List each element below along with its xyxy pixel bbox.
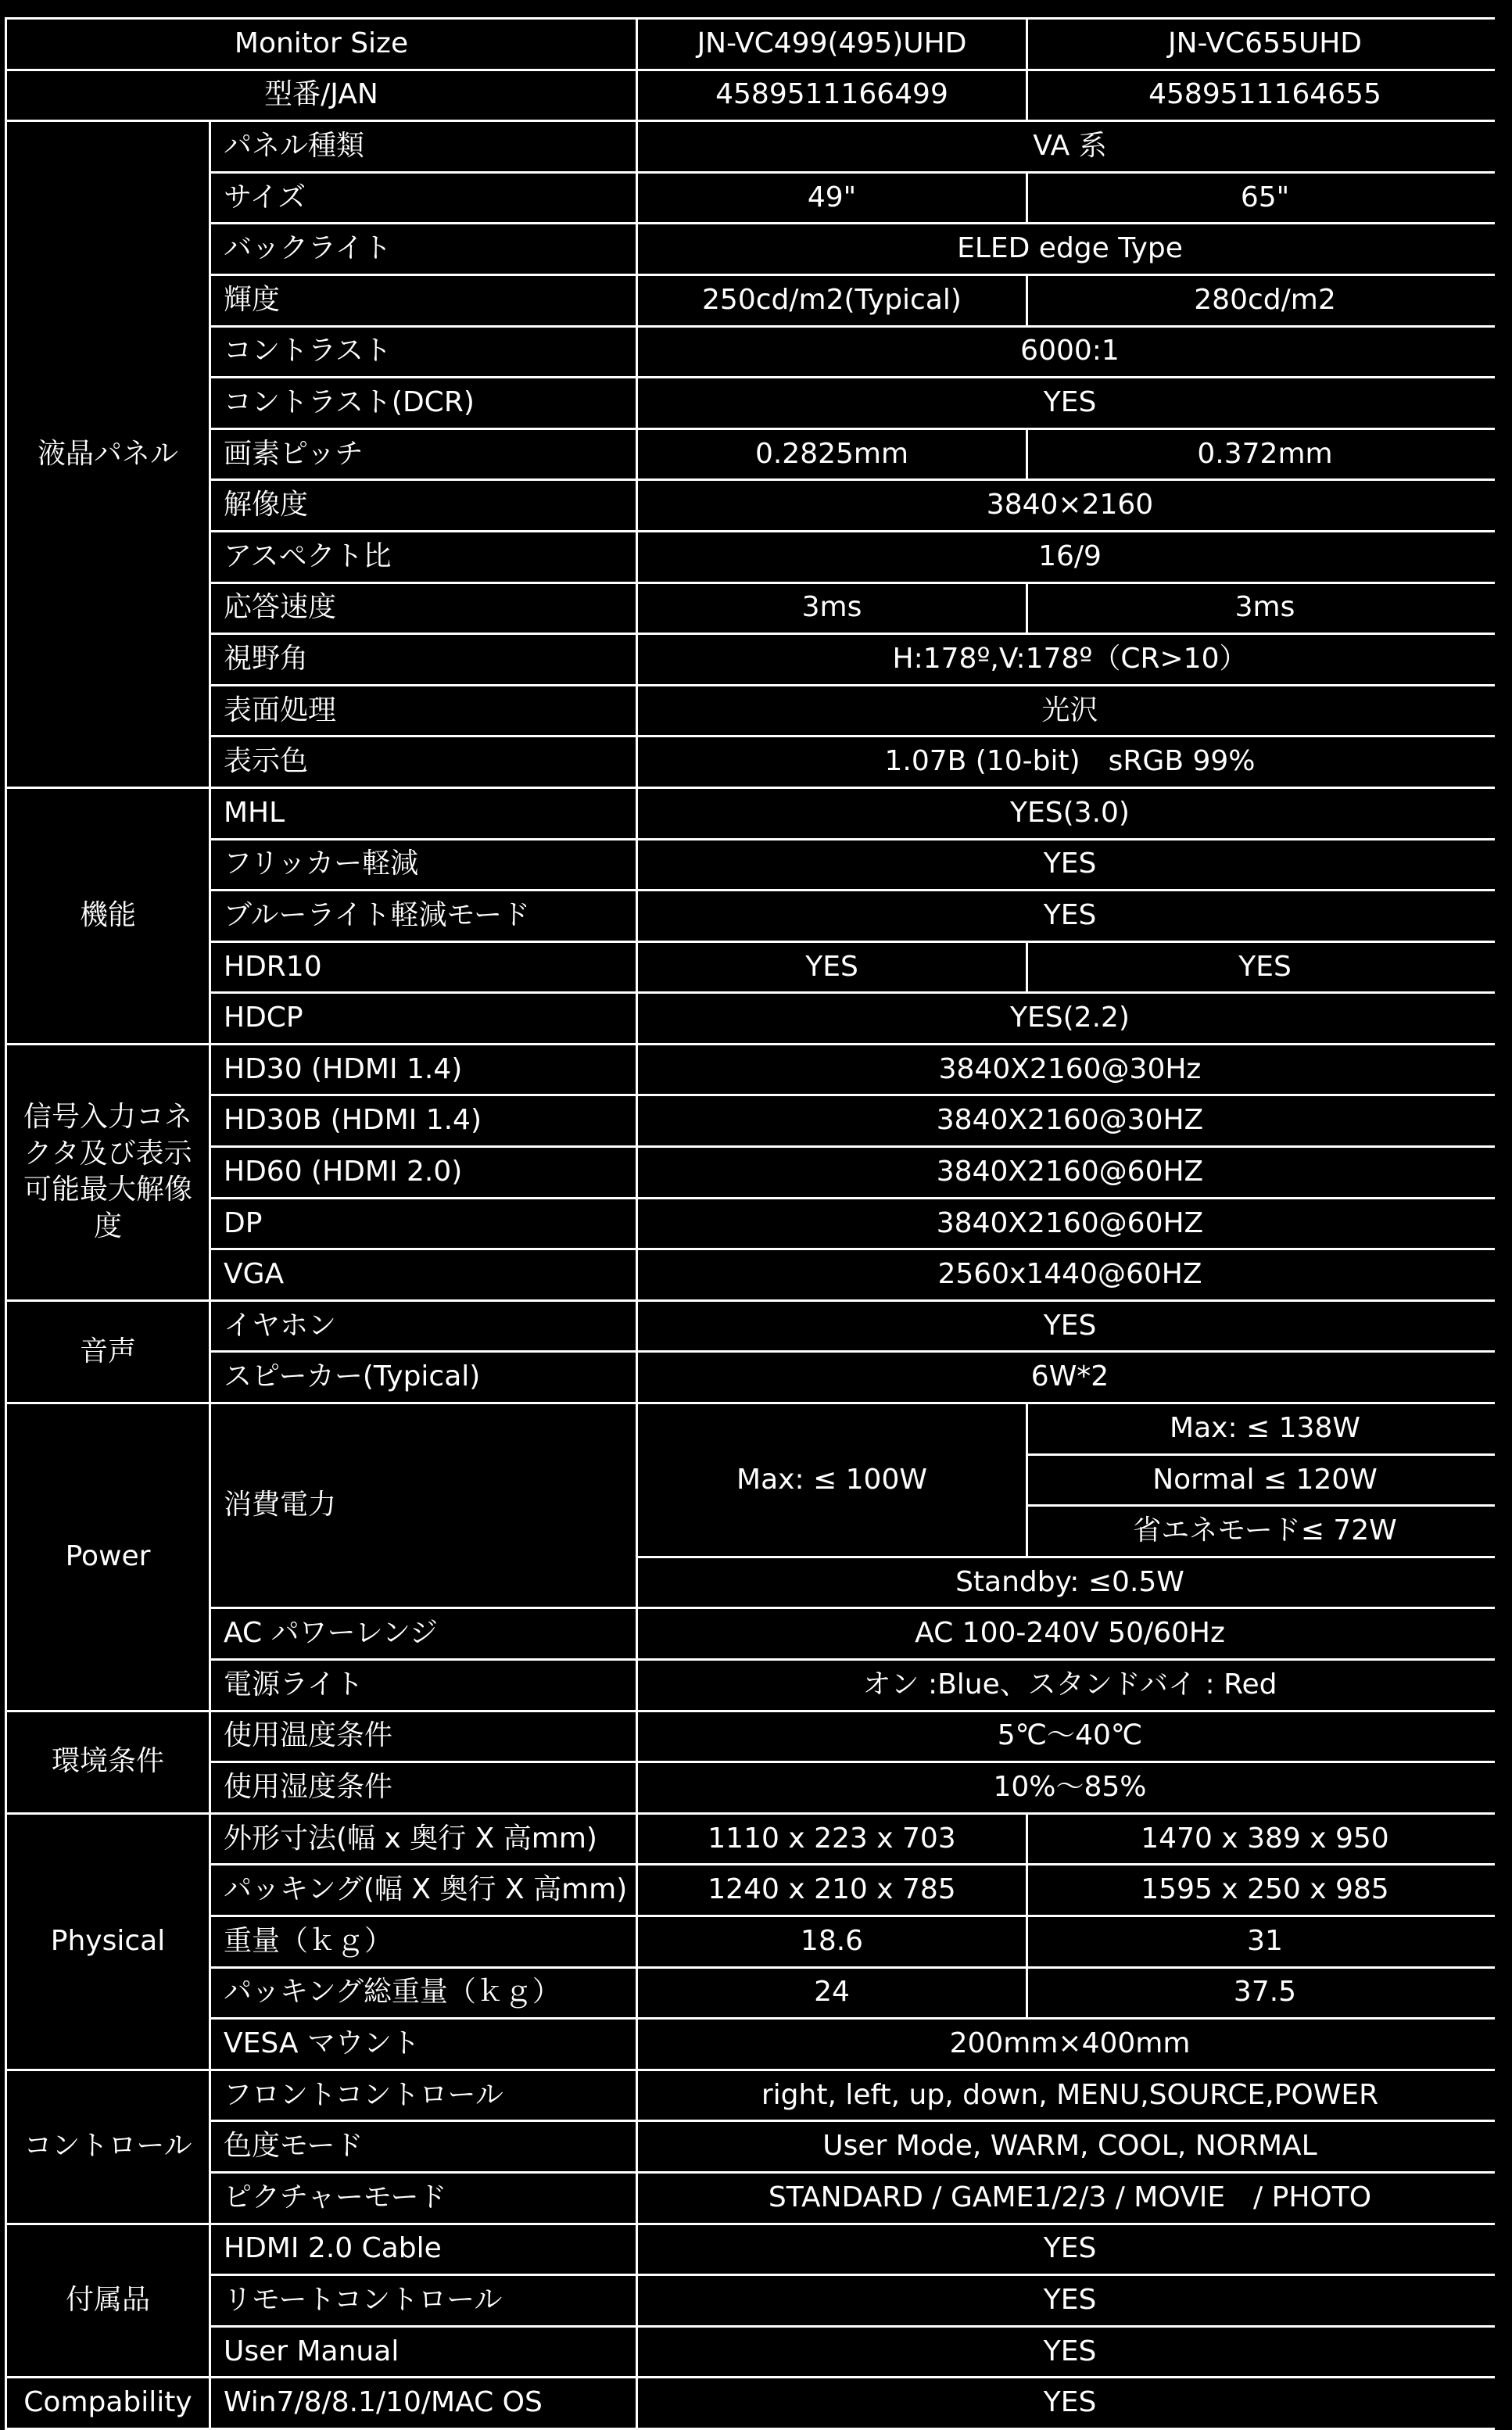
category-function: 機能 [7,789,209,1043]
row-label: リモートコントロール [211,2276,636,2325]
row-label: 画素ピッチ [211,430,636,479]
row-label: Win7/8/8.1/10/MAC OS [211,2378,636,2428]
row-value: YES [638,378,1502,428]
row-value: 3840X2160@60HZ [638,1148,1502,1197]
row-value: YES [638,2276,1502,2325]
row-value: YES [638,1302,1502,1351]
row-label: スピーカー(Typical) [211,1353,636,1402]
header-monitor-size: Monitor Size [7,20,636,69]
row-label: 外形寸法(幅 x 奥行 X 高mm) [211,1815,636,1864]
row-value: YES(3.0) [638,789,1502,838]
row-value: 16/9 [638,532,1502,582]
row-value: right, left, up, down, MENU,SOURCE,POWER [638,2071,1502,2120]
row-value: YES [638,2328,1502,2377]
row-value-b: 3ms [1028,584,1502,633]
row-label: DP [211,1199,636,1249]
row-label: MHL [211,789,636,838]
row-label: VGA [211,1250,636,1299]
row-label: コントラスト(DCR) [211,378,636,428]
row-label: アスペクト比 [211,532,636,582]
row-value: YES [638,2225,1502,2274]
spec-table [5,17,1495,2430]
row-label: HD60 (HDMI 2.0) [211,1148,636,1197]
row-value: 3840×2160 [638,481,1502,530]
row-label: 使用温度条件 [211,1712,636,1762]
jan-b: 4589511164655 [1028,71,1502,120]
row-value: 1.07B (10-bit) sRGB 99% [638,737,1502,787]
category-signal: 信号入力コネクタ及び表示可能最大解像度 [7,1045,209,1299]
power-eco-b: 省エネモード≤ 72W [1028,1507,1502,1556]
row-label: HDCP [211,994,636,1043]
row-value-b: 1470 x 389 x 950 [1028,1815,1502,1864]
row-value-b: 37.5 [1028,1969,1502,2018]
power-normal-b: Normal ≤ 120W [1028,1456,1502,1505]
row-value-a: 3ms [638,584,1026,633]
row-value: H:178º,V:178º（CR>10） [638,635,1502,684]
row-value: YES [638,891,1502,941]
jan-a: 4589511166499 [638,71,1026,120]
power-standby: Standby: ≤0.5W [638,1558,1502,1607]
row-value-b: 31 [1028,1917,1502,1966]
row-value-a: 0.2825mm [638,430,1026,479]
row-value: ELED edge Type [638,224,1502,274]
row-label: 使用湿度条件 [211,1763,636,1812]
row-value-a: 250cd/m2(Typical) [638,276,1026,325]
row-value: オン :Blue、スタンドバイ : Red [638,1661,1502,1710]
row-value-b: 65" [1028,174,1502,223]
row-value: VA 系 [638,122,1502,171]
row-value-a: 18.6 [638,1917,1026,1966]
row-value-b: 0.372mm [1028,430,1502,479]
row-value: YES [638,2378,1502,2428]
row-label: ブルーライト軽減モード [211,891,636,941]
category-compat: Compability [7,2378,209,2428]
row-label: AC パワーレンジ [211,1609,636,1658]
row-value-a: 49" [638,174,1026,223]
row-label: 重量（ｋｇ） [211,1917,636,1966]
row-value: YES(2.2) [638,994,1502,1043]
row-value: YES [638,840,1502,890]
row-value-a: 1240 x 210 x 785 [638,1866,1026,1915]
row-label: バックライト [211,224,636,274]
category-accessories: 付属品 [7,2225,209,2377]
row-value: 3840X2160@60HZ [638,1199,1502,1249]
row-label: 視野角 [211,635,636,684]
row-value: 10%～85% [638,1763,1502,1812]
row-label: パネル種類 [211,122,636,171]
row-label: ピクチャーモード [211,2174,636,2223]
category-power: Power [7,1404,209,1710]
row-label: 色度モード [211,2122,636,2171]
row-label: VESA マウント [211,2020,636,2069]
category-audio: 音声 [7,1302,209,1402]
row-label: User Manual [211,2328,636,2377]
power-max-a: Max: ≤ 100W [638,1404,1026,1556]
row-label: イヤホン [211,1302,636,1351]
jan-label: 型番/JAN [7,71,636,120]
row-value: 3840X2160@30HZ [638,1096,1502,1145]
row-value-b: YES [1028,943,1502,992]
row-value-b: 280cd/m2 [1028,276,1502,325]
category-environment: 環境条件 [7,1712,209,1812]
row-value: AC 100-240V 50/60Hz [638,1609,1502,1658]
header-model-b: JN-VC655UHD [1028,20,1502,69]
row-label: HD30B (HDMI 1.4) [211,1096,636,1145]
row-value-a: 1110 x 223 x 703 [638,1815,1026,1864]
row-label: 表示色 [211,737,636,787]
row-value-a: YES [638,943,1026,992]
row-value: 5℃～40℃ [638,1712,1502,1762]
power-max-b: Max: ≤ 138W [1028,1404,1502,1453]
row-label: HDMI 2.0 Cable [211,2225,636,2274]
category-panel: 液晶パネル [7,122,209,787]
row-value: 6000:1 [638,328,1502,377]
row-label: フリッカー軽減 [211,840,636,890]
row-value-b: 1595 x 250 x 985 [1028,1866,1502,1915]
row-value: 光沢 [638,686,1502,736]
category-control: コントロール [7,2071,209,2223]
row-label: 表面処理 [211,686,636,736]
row-value: 200mm×400mm [638,2020,1502,2069]
row-label: 応答速度 [211,584,636,633]
row-label: 輝度 [211,276,636,325]
row-value: User Mode, WARM, COOL, NORMAL [638,2122,1502,2171]
category-physical: Physical [7,1815,209,2069]
row-label: フロントコントロール [211,2071,636,2120]
row-label: 電源ライト [211,1661,636,1710]
row-label: HDR10 [211,943,636,992]
row-label: コントラスト [211,328,636,377]
row-value: STANDARD / GAME1/2/3 / MOVIE / PHOTO [638,2174,1502,2223]
row-label: パッキング総重量（ｋｇ） [211,1969,636,2018]
row-value-a: 24 [638,1969,1026,2018]
row-value: 2560x1440@60HZ [638,1250,1502,1299]
row-value: 3840X2160@30Hz [638,1045,1502,1095]
row-label: HD30 (HDMI 1.4) [211,1045,636,1095]
row-value: 6W*2 [638,1353,1502,1402]
row-label: 消費電力 [211,1404,636,1607]
header-model-a: JN-VC499(495)UHD [638,20,1026,69]
row-label: パッキング(幅 X 奥行 X 高mm) [211,1866,636,1915]
row-label: サイズ [211,174,636,223]
row-label: 解像度 [211,481,636,530]
